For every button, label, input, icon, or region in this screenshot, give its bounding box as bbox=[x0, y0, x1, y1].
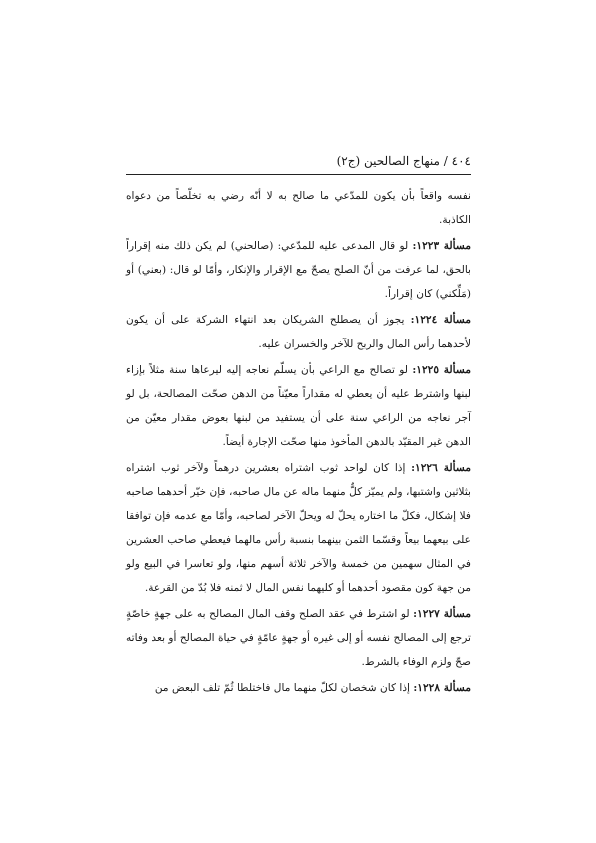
issue-text: لو تصالح مع الراعي بأن يسلّم نعاجه إليه ليرعاها سنة مثلاً بإزاء لبنها واشترط عليه أن يعطي له مقداراً معيّناً من الدهن صحّت المصالحة، بل لو آجر نعاجه من الراعي سنة على أن يستفيد من لبنها بعوض مقدار معيّن من الدهن غير المقيّد بالدهن المأخوذ منها صحّت الإجارة أيضاً. bbox=[126, 364, 471, 448]
page-body bbox=[126, 184, 471, 702]
issue-text: إذا كان شخصان لكلّ منهما مال فاختلطا ثُمّ تلف البعض من bbox=[154, 682, 414, 694]
paragraph-continuation bbox=[126, 184, 471, 232]
header-rule bbox=[126, 174, 471, 175]
issue-label: مسألة ١٢٢٧: bbox=[413, 608, 471, 620]
issue-1228 bbox=[126, 676, 471, 700]
issue-1227 bbox=[126, 602, 471, 674]
issue-text: يجوز أن يصطلح الشريكان بعد انتهاء الشركة على أن يكون لأحدهما رأس المال والربح للآخر والخسران عليه. bbox=[126, 314, 471, 350]
issue-label: مسألة ١٢٢٥: bbox=[412, 364, 472, 376]
issue-label: مسألة ١٢٢٨: bbox=[413, 682, 471, 694]
issue-1223 bbox=[126, 234, 471, 306]
issue-1226 bbox=[126, 456, 471, 600]
issue-text: لو اشترط في عقد الصلح وقف المال المصالح به على جهةٍ خاصّةٍ ترجع إلى المصالح نفسه أو إلى غيره أو جهةٍ عامّةٍ في حياة المصالح أو بعد وفاته صحّ ولزم الوفاء بالشرط. bbox=[126, 608, 471, 668]
issue-label: مسألة ١٢٢٤: bbox=[410, 314, 472, 326]
issue-text: لو قال المدعى عليه للمدّعي: (صالحني) لم يكن ذلك منه إقراراً بالحق، لما عرفت من أنّ الصلح يصحّ مع الإقرار والإنكار، وأمّا لو قال: (بعني) أو (مَلِّكني) كان إقراراً. bbox=[126, 240, 471, 300]
issue-label: مسألة ١٢٢٦: bbox=[411, 462, 471, 474]
running-header: ٤٠٤ / منهاج الصالحين (ج٢) bbox=[336, 154, 471, 168]
issue-label: مسألة ١٢٢٣: bbox=[412, 240, 472, 252]
paragraph-text: نفسه واقعاً بأن يكون للمدّعي ما صالح به لا أنّه رضي به تخلّصاً من دعواه الكاذبة. bbox=[126, 190, 471, 226]
issue-1225 bbox=[126, 358, 471, 454]
issue-text: إذا كان لواحد ثوب اشتراه بعشرين درهماً ولآخر ثوب اشتراه بثلاثين واشتبها، ولم يميّز كلٌّ منهما ماله عن مال صاحبه، فإن خيّر أحدهما صاحبه فلا إشكال، فكلّ ما اختاره يحلّ له ويحلّ الآخر لصاحبه، وأمّا مع عدمه فإن توافقا على بيعهما بيعاً وقسّما الثمن بينهما بنسبة رأس مالهما فيعطي صاحب العشرين في المثال سهمين من خمسة والآخر ثلاثة أسهم منها، ولو تعاسرا في البيع ولو من جهة كون مقصود أحدهما أو كليهما نفس المال لا ثمنه فلا بُدّ من القرعة. bbox=[126, 462, 471, 594]
issue-1224 bbox=[126, 308, 471, 356]
